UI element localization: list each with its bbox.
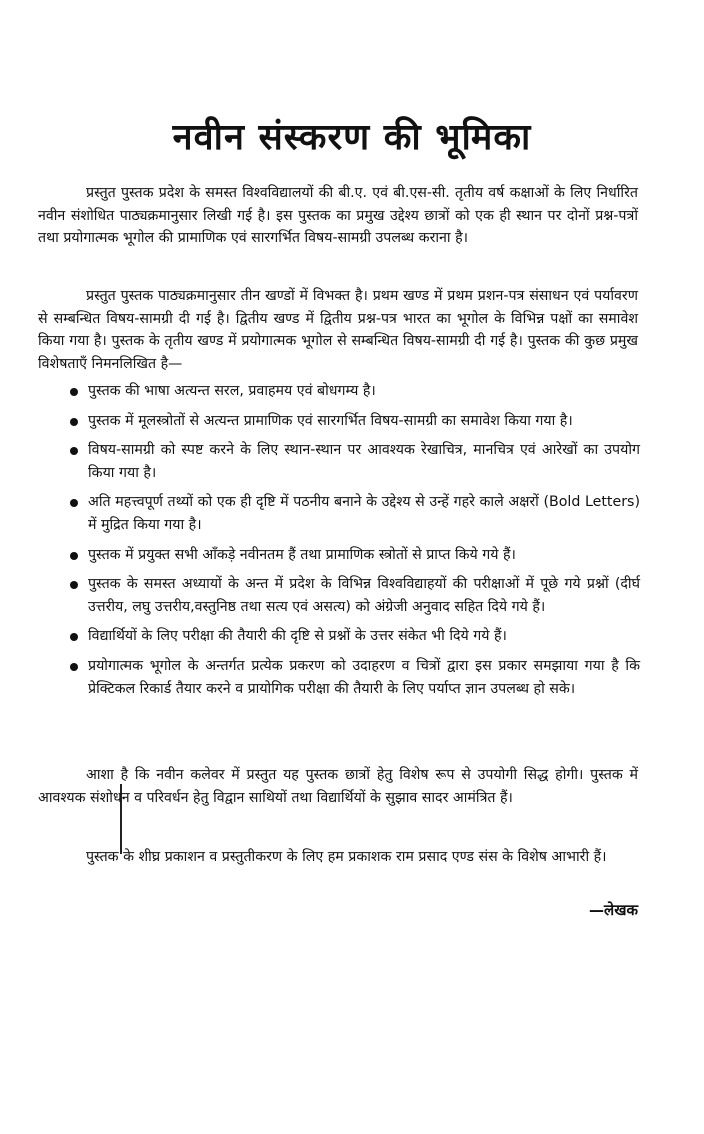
intro-paragraph: प्रस्तुत पुस्तक प्रदेश के समस्त विश्वविद्यालयों की बी.ए. एवं बी.एस-सी. तृतीय वर्ष कक्षाओं के लिए निर्धारित नवीन संशोधित पाठ्यक्रमानुसार लिखी गई है। इस पुस्तक का प्रमुख उद्देश्य छात्रों को एक ही स्थान पर दोनों प्रश्न-पत्रों तथा प्रयोगात्मक भूगोल की प्रामाणिक एवं सारगर्भित विषय-सामग्री उपलब्ध कराना है। [38,185,638,247]
feature-text: पुस्तक की भाषा अत्यन्त सरल, प्रवाहमय एवं बोधगम्य है। [88,383,376,399]
bullet-icon [70,499,78,507]
acknowledgement-paragraph: पुस्तक के शीघ्र प्रकाशन व प्रस्तुतीकरण के लिए हम प्रकाशक राम प्रसाद एण्ड संस के विशेष आभारी हैं। [86,849,607,865]
feature-text: विषय-सामग्री को स्पष्ट करने के लिए स्थान-स्थान पर आवश्यक रेखाचित्र, मानचित्र एवं आरेखों का उपयोग किया गया है। [88,442,640,481]
bullet-icon [70,418,78,426]
list-item [70,380,640,403]
closing-paragraph: आशा है कि नवीन कलेवर में प्रस्तुत यह पुस्तक छात्रों हेतु विशेष रूप से उपयोगी सिद्ध होगी। पुस्तक में आवश्यक संशोधन व परिवर्धन हेतु विद्वान साथियों तथा विद्यार्थियों के सुझाव सादर आमंत्रित हैं। [38,767,638,806]
list-item [70,491,640,536]
list-item [70,655,640,700]
bullet-icon [70,581,78,589]
feature-text: पुस्तक के समस्त अध्यायों के अन्त में प्रदेश के विभिन्न विश्वविद्याहयों की परीक्षाओं में पूछे गये प्रश्नों (दीर्घ उत्तरीय, लघु उत्तरीय,वस्तुनिष्ठ तथा सत्य एवं असत्य) को अंग्रेजी अनुवाद सहित दिये गये हैं। [88,576,640,615]
list-item [70,544,640,567]
feature-text: अति महत्त्वपूर्ण तथ्यों को एक ही दृष्टि में पठनीय बनाने के उद्देश्य से उन्हें गहरे काले अक्षरों (Bold Letters) में मुद्रित किया गया है। [88,494,640,533]
feature-text: विद्यार्थियों के लिए परीक्षा की तैयारी की दृष्टि से प्रश्नों के उत्तर संकेत भी दिये गये हैं। [88,628,507,645]
list-item [70,410,640,433]
page-title: नवीन संस्करण की भूमिका [172,117,532,158]
list-item [70,573,640,618]
features-list [70,380,640,707]
list-item [70,625,640,648]
author-signature: —लेखक [589,901,638,919]
structure-paragraph: प्रस्तुत पुस्तक पाठ्यक्रमानुसार तीन खण्डों में विभक्त है। प्रथम खण्ड में प्रथम प्रशन-पत्र संसाधन एवं पर्यावरण से सम्बन्धित विषय-सामग्री दी गई है। द्वितीय खण्ड में द्वितीय प्रश्न-पत्र भारत का भूगोल के विभिन्न पक्षों का समावेश किया गया है। पुस्तक के तृतीय खण्ड में प्रयोगात्मक भूगोल से सम्बन्धित विषय-सामग्री दी गई है। पुस्तक की कुछ प्रमुख विशेषताएँ निमनलिखित है— [38,288,638,372]
feature-text: पुस्तक में मूलस्त्रोतों से अत्यन्त प्रामाणिक एवं सारगर्भित विषय-सामग्री का समावेश किया गया है। [88,412,573,429]
bullet-icon [70,663,78,671]
bullet-icon [70,447,78,455]
feature-text: पुस्तक में प्रयुक्त सभी आँकड़े नवीनतम हैं तथा प्रामाणिक स्त्रोतों से प्राप्त किये गये हैं। [88,546,516,563]
feature-text: प्रयोगात्मक भूगोल के अन्तर्गत प्रत्येक प्रकरण को उदाहरण व चित्रों द्वारा इस प्रकार समझाया गया है कि प्रेक्टिकल रिकार्ड तैयार करने व प्रायोगिक परीक्षा की तैयारी के लिए पर्याप्त ज्ञान उपलब्ध हो सके। [88,657,640,697]
bullet-icon [70,552,78,560]
list-item [70,439,640,484]
bullet-icon [70,633,78,641]
bullet-icon [70,388,78,396]
